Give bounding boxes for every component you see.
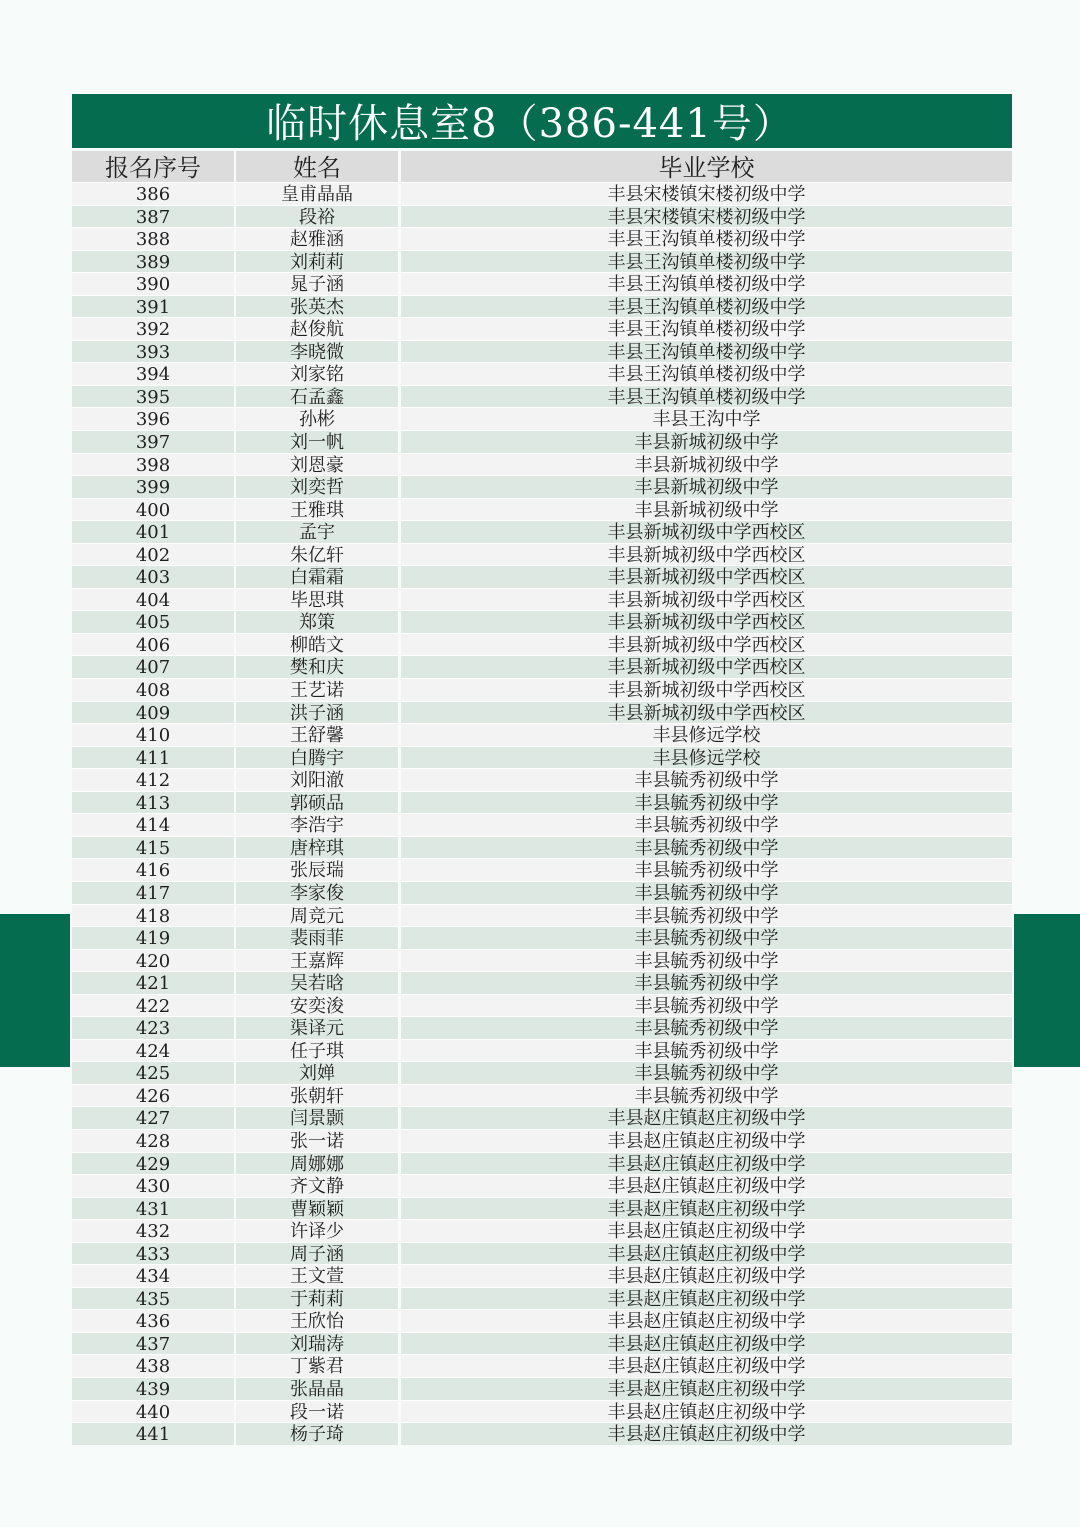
cell-number: 437: [72, 1332, 234, 1355]
cell-name: 洪子涵: [236, 701, 398, 724]
table-row: [72, 1219, 1012, 1242]
table-row: [72, 385, 1012, 408]
cell-name: 闫景颢: [236, 1106, 398, 1129]
cell-name: 张英杰: [236, 295, 398, 318]
cell-school: 丰县王沟中学: [401, 407, 1012, 430]
cell-school: 丰县王沟镇单楼初级中学: [401, 250, 1012, 273]
cell-number: 421: [72, 971, 234, 994]
table-row: [72, 655, 1012, 678]
cell-name: 安奕浚: [236, 994, 398, 1017]
table-row: [72, 1039, 1012, 1062]
cell-name: 唐梓琪: [236, 836, 398, 859]
cell-name: 张朝轩: [236, 1084, 398, 1107]
table-body: [72, 182, 1012, 1445]
cell-school: 丰县毓秀初级中学: [401, 971, 1012, 994]
page-title: 临时休息室8（386-441号）: [266, 101, 794, 147]
cell-school: 丰县赵庄镇赵庄初级中学: [401, 1242, 1012, 1265]
cell-name: 刘阳澈: [236, 768, 398, 791]
cell-number: 398: [72, 453, 234, 476]
table-row: [72, 272, 1012, 295]
cell-name: 张一诺: [236, 1129, 398, 1152]
cell-number: 401: [72, 520, 234, 543]
cell-school: 丰县毓秀初级中学: [401, 791, 1012, 814]
cell-school: 丰县新城初级中学西校区: [401, 678, 1012, 701]
cell-name: 许译少: [236, 1219, 398, 1242]
table-row: [72, 1084, 1012, 1107]
table-row: [72, 182, 1012, 205]
cell-name: 晁子涵: [236, 272, 398, 295]
cell-number: 432: [72, 1219, 234, 1242]
cell-name: 毕思琪: [236, 588, 398, 611]
cell-school: 丰县毓秀初级中学: [401, 881, 1012, 904]
cell-school: 丰县宋楼镇宋楼初级中学: [401, 205, 1012, 228]
table-row: [72, 340, 1012, 363]
page-title-bar: [72, 94, 1012, 148]
cell-number: 436: [72, 1309, 234, 1332]
cell-number: 397: [72, 430, 234, 453]
table-row: [72, 430, 1012, 453]
cell-number: 388: [72, 227, 234, 250]
cell-name: 吴若晗: [236, 971, 398, 994]
cell-number: 408: [72, 678, 234, 701]
cell-school: 丰县王沟镇单楼初级中学: [401, 340, 1012, 363]
cell-number: 407: [72, 655, 234, 678]
cell-name: 曹颖颖: [236, 1197, 398, 1220]
cell-name: 朱亿轩: [236, 543, 398, 566]
cell-number: 405: [72, 610, 234, 633]
cell-school: 丰县赵庄镇赵庄初级中学: [401, 1264, 1012, 1287]
table-row: [72, 453, 1012, 476]
cell-school: 丰县赵庄镇赵庄初级中学: [401, 1400, 1012, 1423]
table-row: [72, 1061, 1012, 1084]
cell-number: 391: [72, 295, 234, 318]
cell-school: 丰县毓秀初级中学: [401, 1061, 1012, 1084]
cell-school: 丰县毓秀初级中学: [401, 926, 1012, 949]
cell-name: 于莉莉: [236, 1287, 398, 1310]
cell-number: 419: [72, 926, 234, 949]
cell-number: 426: [72, 1084, 234, 1107]
cell-name: 张晶晶: [236, 1377, 398, 1400]
table-row: [72, 768, 1012, 791]
cell-name: 白霜霜: [236, 565, 398, 588]
cell-number: 396: [72, 407, 234, 430]
cell-school: 丰县毓秀初级中学: [401, 904, 1012, 927]
table-row: [72, 295, 1012, 318]
column-header-school: 毕业学校: [401, 151, 1012, 182]
table-row: [72, 746, 1012, 769]
table-row: [72, 723, 1012, 746]
cell-number: 428: [72, 1129, 234, 1152]
cell-school: 丰县毓秀初级中学: [401, 994, 1012, 1017]
cell-school: 丰县新城初级中学西校区: [401, 633, 1012, 656]
table-row: [72, 701, 1012, 724]
cell-number: 423: [72, 1016, 234, 1039]
cell-school: 丰县赵庄镇赵庄初级中学: [401, 1106, 1012, 1129]
cell-school: 丰县新城初级中学西校区: [401, 610, 1012, 633]
cell-school: 丰县新城初级中学西校区: [401, 543, 1012, 566]
table-row: [72, 407, 1012, 430]
cell-name: 杨子琦: [236, 1422, 398, 1445]
table-row: [72, 610, 1012, 633]
table-row: [72, 317, 1012, 340]
table-row: [72, 678, 1012, 701]
cell-school: 丰县新城初级中学西校区: [401, 701, 1012, 724]
cell-school: 丰县赵庄镇赵庄初级中学: [401, 1354, 1012, 1377]
cell-name: 白腾宇: [236, 746, 398, 769]
cell-number: 424: [72, 1039, 234, 1062]
cell-number: 402: [72, 543, 234, 566]
table-row: [72, 250, 1012, 273]
cell-school: 丰县赵庄镇赵庄初级中学: [401, 1197, 1012, 1220]
cell-name: 王文萱: [236, 1264, 398, 1287]
cell-number: 441: [72, 1422, 234, 1445]
cell-school: 丰县赵庄镇赵庄初级中学: [401, 1422, 1012, 1445]
cell-name: 郭硕品: [236, 791, 398, 814]
cell-name: 李晓微: [236, 340, 398, 363]
cell-number: 438: [72, 1354, 234, 1377]
table-row: [72, 813, 1012, 836]
cell-name: 王艺诺: [236, 678, 398, 701]
cell-name: 段裕: [236, 205, 398, 228]
cell-number: 418: [72, 904, 234, 927]
cell-school: 丰县新城初级中学西校区: [401, 520, 1012, 543]
cell-name: 李浩宇: [236, 813, 398, 836]
table-row: [72, 588, 1012, 611]
cell-name: 赵雅涵: [236, 227, 398, 250]
table-row: [72, 205, 1012, 228]
cell-name: 齐文静: [236, 1174, 398, 1197]
column-header-number: 报名序号: [72, 151, 234, 182]
table-row: [72, 949, 1012, 972]
cell-number: 440: [72, 1400, 234, 1423]
roster-table: [72, 151, 1012, 1445]
cell-number: 406: [72, 633, 234, 656]
cell-name: 周竞元: [236, 904, 398, 927]
cell-name: 郑策: [236, 610, 398, 633]
cell-number: 422: [72, 994, 234, 1017]
cell-number: 400: [72, 498, 234, 521]
table-row: [72, 904, 1012, 927]
cell-number: 404: [72, 588, 234, 611]
table-row: [72, 1174, 1012, 1197]
cell-number: 416: [72, 858, 234, 881]
cell-name: 刘莉莉: [236, 250, 398, 273]
table-row: [72, 1197, 1012, 1220]
table-row: [72, 926, 1012, 949]
table-row: [72, 1106, 1012, 1129]
cell-number: 433: [72, 1242, 234, 1265]
cell-school: 丰县新城初级中学: [401, 498, 1012, 521]
cell-number: 389: [72, 250, 234, 273]
cell-school: 丰县新城初级中学西校区: [401, 565, 1012, 588]
cell-name: 孟宇: [236, 520, 398, 543]
table-row: [72, 475, 1012, 498]
table-row: [72, 1287, 1012, 1310]
cell-number: 413: [72, 791, 234, 814]
cell-school: 丰县毓秀初级中学: [401, 768, 1012, 791]
cell-name: 刘婵: [236, 1061, 398, 1084]
cell-name: 丁紫君: [236, 1354, 398, 1377]
cell-name: 王嘉辉: [236, 949, 398, 972]
table-row: [72, 836, 1012, 859]
cell-school: 丰县毓秀初级中学: [401, 1039, 1012, 1062]
cell-number: 411: [72, 746, 234, 769]
left-side-tab: [0, 914, 70, 1067]
cell-number: 439: [72, 1377, 234, 1400]
column-header-name: 姓名: [236, 151, 398, 182]
cell-number: 395: [72, 385, 234, 408]
cell-name: 刘瑞涛: [236, 1332, 398, 1355]
cell-school: 丰县王沟镇单楼初级中学: [401, 227, 1012, 250]
cell-name: 裴雨菲: [236, 926, 398, 949]
table-row: [72, 858, 1012, 881]
cell-number: 420: [72, 949, 234, 972]
table-row: [72, 1129, 1012, 1152]
cell-number: 427: [72, 1106, 234, 1129]
cell-school: 丰县新城初级中学西校区: [401, 588, 1012, 611]
cell-name: 刘奕哲: [236, 475, 398, 498]
cell-name: 王欣怡: [236, 1309, 398, 1332]
cell-number: 417: [72, 881, 234, 904]
cell-name: 段一诺: [236, 1400, 398, 1423]
cell-name: 皇甫晶晶: [236, 182, 398, 205]
cell-name: 任子琪: [236, 1039, 398, 1062]
table-row: [72, 498, 1012, 521]
cell-name: 渠译元: [236, 1016, 398, 1039]
cell-number: 409: [72, 701, 234, 724]
table-row: [72, 994, 1012, 1017]
table-row: [72, 565, 1012, 588]
cell-name: 刘家铭: [236, 362, 398, 385]
cell-school: 丰县毓秀初级中学: [401, 836, 1012, 859]
cell-name: 张辰瑞: [236, 858, 398, 881]
cell-school: 丰县赵庄镇赵庄初级中学: [401, 1129, 1012, 1152]
table-row: [72, 971, 1012, 994]
cell-number: 430: [72, 1174, 234, 1197]
right-side-tab: [1014, 914, 1080, 1067]
cell-name: 刘恩豪: [236, 453, 398, 476]
cell-number: 425: [72, 1061, 234, 1084]
cell-school: 丰县王沟镇单楼初级中学: [401, 272, 1012, 295]
cell-number: 394: [72, 362, 234, 385]
cell-name: 王舒馨: [236, 723, 398, 746]
cell-school: 丰县赵庄镇赵庄初级中学: [401, 1174, 1012, 1197]
table-row: [72, 1422, 1012, 1445]
cell-school: 丰县赵庄镇赵庄初级中学: [401, 1219, 1012, 1242]
cell-number: 410: [72, 723, 234, 746]
cell-number: 415: [72, 836, 234, 859]
cell-school: 丰县新城初级中学: [401, 430, 1012, 453]
cell-name: 赵俊航: [236, 317, 398, 340]
cell-school: 丰县毓秀初级中学: [401, 813, 1012, 836]
cell-number: 392: [72, 317, 234, 340]
cell-school: 丰县赵庄镇赵庄初级中学: [401, 1332, 1012, 1355]
cell-number: 435: [72, 1287, 234, 1310]
cell-name: 周子涵: [236, 1242, 398, 1265]
cell-number: 387: [72, 205, 234, 228]
cell-school: 丰县新城初级中学: [401, 475, 1012, 498]
cell-name: 樊和庆: [236, 655, 398, 678]
table-header: [72, 151, 1012, 182]
cell-number: 431: [72, 1197, 234, 1220]
cell-school: 丰县王沟镇单楼初级中学: [401, 385, 1012, 408]
table-row: [72, 1152, 1012, 1175]
table-row: [72, 1400, 1012, 1423]
table-row: [72, 1377, 1012, 1400]
cell-school: 丰县新城初级中学: [401, 453, 1012, 476]
cell-school: 丰县修远学校: [401, 746, 1012, 769]
cell-number: 393: [72, 340, 234, 363]
cell-school: 丰县毓秀初级中学: [401, 1016, 1012, 1039]
cell-school: 丰县赵庄镇赵庄初级中学: [401, 1309, 1012, 1332]
cell-school: 丰县王沟镇单楼初级中学: [401, 362, 1012, 385]
cell-number: 386: [72, 182, 234, 205]
table-row: [72, 520, 1012, 543]
cell-school: 丰县新城初级中学西校区: [401, 655, 1012, 678]
cell-number: 429: [72, 1152, 234, 1175]
cell-number: 399: [72, 475, 234, 498]
cell-number: 414: [72, 813, 234, 836]
cell-school: 丰县赵庄镇赵庄初级中学: [401, 1152, 1012, 1175]
cell-school: 丰县修远学校: [401, 723, 1012, 746]
table-row: [72, 633, 1012, 656]
cell-name: 刘一帆: [236, 430, 398, 453]
cell-school: 丰县宋楼镇宋楼初级中学: [401, 182, 1012, 205]
table-row: [72, 1264, 1012, 1287]
cell-name: 石孟鑫: [236, 385, 398, 408]
table-row: [72, 1332, 1012, 1355]
cell-number: 403: [72, 565, 234, 588]
cell-school: 丰县王沟镇单楼初级中学: [401, 317, 1012, 340]
table-row: [72, 1309, 1012, 1332]
cell-name: 周娜娜: [236, 1152, 398, 1175]
table-row: [72, 881, 1012, 904]
cell-number: 434: [72, 1264, 234, 1287]
cell-school: 丰县赵庄镇赵庄初级中学: [401, 1377, 1012, 1400]
table-row: [72, 543, 1012, 566]
cell-school: 丰县王沟镇单楼初级中学: [401, 295, 1012, 318]
cell-school: 丰县毓秀初级中学: [401, 949, 1012, 972]
table-row: [72, 227, 1012, 250]
cell-school: 丰县赵庄镇赵庄初级中学: [401, 1287, 1012, 1310]
cell-name: 王雅琪: [236, 498, 398, 521]
table-row: [72, 1016, 1012, 1039]
cell-name: 李家俊: [236, 881, 398, 904]
table-row: [72, 1354, 1012, 1377]
cell-school: 丰县毓秀初级中学: [401, 1084, 1012, 1107]
table-row: [72, 1242, 1012, 1265]
cell-name: 孙彬: [236, 407, 398, 430]
cell-number: 390: [72, 272, 234, 295]
cell-number: 412: [72, 768, 234, 791]
table-row: [72, 362, 1012, 385]
cell-name: 柳皓文: [236, 633, 398, 656]
table-row: [72, 791, 1012, 814]
cell-school: 丰县毓秀初级中学: [401, 858, 1012, 881]
